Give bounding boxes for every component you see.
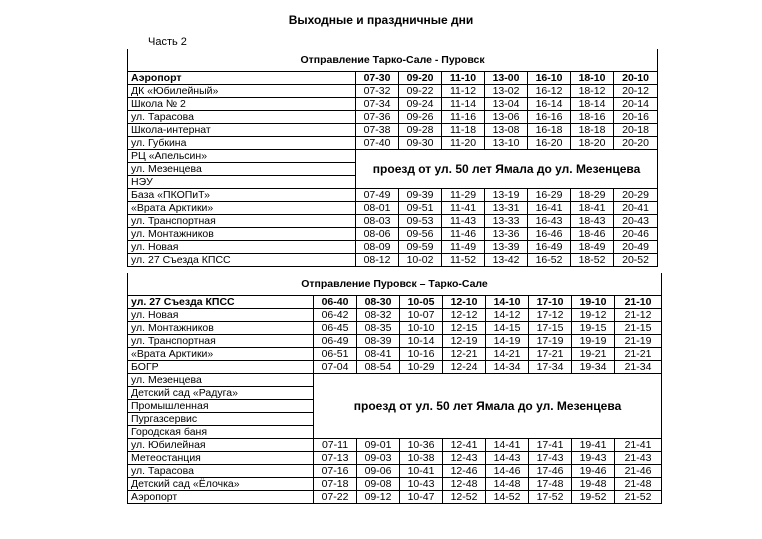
departure-time: 12-46 <box>443 465 486 478</box>
stop-name: ул. Мезенцева <box>128 374 314 387</box>
departure-time: 09-28 <box>399 124 442 137</box>
header-row <box>128 296 662 309</box>
departure-time: 06-42 <box>314 309 357 322</box>
table-row <box>128 452 662 465</box>
departure-time: 09-39 <box>399 189 442 202</box>
departure-time: 13-42 <box>485 254 528 267</box>
departure-time: 09-12 <box>357 491 400 504</box>
departure-time: 14-21 <box>486 348 529 361</box>
table-row <box>128 202 658 215</box>
departure-time: 12-41 <box>443 439 486 452</box>
stop-name: Пургазсервис <box>128 413 314 426</box>
table-row <box>128 111 658 124</box>
stop-name: База «ПКОПиТ» <box>128 189 356 202</box>
stop-name: Аэропорт <box>128 72 356 85</box>
departure-time: 14-46 <box>486 465 529 478</box>
stop-name: НЭУ <box>128 176 356 189</box>
departure-time: 19-41 <box>572 439 615 452</box>
departure-time: 17-48 <box>529 478 572 491</box>
departure-time: 07-40 <box>356 137 399 150</box>
departure-time: 16-14 <box>528 98 571 111</box>
departure-time: 07-22 <box>314 491 357 504</box>
departure-time: 17-10 <box>529 296 572 309</box>
departure-time: 17-12 <box>529 309 572 322</box>
table-row <box>128 228 658 241</box>
departure-time: 18-29 <box>571 189 614 202</box>
table-row <box>128 124 658 137</box>
departure-time: 09-08 <box>357 478 400 491</box>
departure-time: 07-36 <box>356 111 399 124</box>
bypass-note: проезд от ул. 50 лет Ямала до ул. Мезенцева <box>314 374 662 439</box>
departure-time: 20-16 <box>614 111 658 124</box>
departure-time: 14-12 <box>486 309 529 322</box>
departure-time: 10-41 <box>400 465 443 478</box>
departure-time: 20-10 <box>614 72 658 85</box>
departure-time: 11-52 <box>442 254 485 267</box>
departure-time: 21-46 <box>615 465 662 478</box>
departure-time: 12-15 <box>443 322 486 335</box>
departure-time: 18-10 <box>571 72 614 85</box>
departure-time: 18-20 <box>571 137 614 150</box>
departure-time: 08-30 <box>357 296 400 309</box>
table-row <box>128 374 662 387</box>
stop-name: Аэропорт <box>128 491 314 504</box>
departure-time: 11-16 <box>442 111 485 124</box>
departure-time: 19-19 <box>572 335 615 348</box>
departure-time: 20-43 <box>614 215 658 228</box>
departure-time: 18-14 <box>571 98 614 111</box>
departure-time: 20-46 <box>614 228 658 241</box>
departure-time: 17-41 <box>529 439 572 452</box>
departure-time: 16-41 <box>528 202 571 215</box>
bypass-note: проезд от ул. 50 лет Ямала до ул. Мезенцева <box>356 150 658 189</box>
departure-time: 09-56 <box>399 228 442 241</box>
departure-time: 12-10 <box>443 296 486 309</box>
departure-time: 12-52 <box>443 491 486 504</box>
table-row <box>128 150 658 163</box>
part-label: Часть 2 <box>148 36 187 48</box>
departure-time: 13-10 <box>485 137 528 150</box>
stop-name: Школа № 2 <box>128 98 356 111</box>
departure-time: 10-43 <box>400 478 443 491</box>
table-row <box>128 322 662 335</box>
departure-time: 06-51 <box>314 348 357 361</box>
departure-time: 20-29 <box>614 189 658 202</box>
stop-name: ДК «Юбилейный» <box>128 85 356 98</box>
stop-name: ул. Транспортная <box>128 335 314 348</box>
departure-time: 13-39 <box>485 241 528 254</box>
departure-time: 07-16 <box>314 465 357 478</box>
stop-name: «Врата Арктики» <box>128 202 356 215</box>
departure-time: 08-54 <box>357 361 400 374</box>
stop-name: ул. Монтажников <box>128 228 356 241</box>
departure-time: 14-48 <box>486 478 529 491</box>
departure-time: 10-29 <box>400 361 443 374</box>
departure-time: 17-43 <box>529 452 572 465</box>
departure-time: 16-16 <box>528 111 571 124</box>
departure-time: 07-38 <box>356 124 399 137</box>
stop-name: ул. 27 Съезда КПСС <box>128 254 356 267</box>
departure-time: 21-10 <box>615 296 662 309</box>
departure-time: 16-46 <box>528 228 571 241</box>
departure-time: 11-43 <box>442 215 485 228</box>
departure-time: 09-06 <box>357 465 400 478</box>
departure-time: 18-43 <box>571 215 614 228</box>
departure-time: 06-40 <box>314 296 357 309</box>
departure-time: 08-39 <box>357 335 400 348</box>
departure-time: 21-34 <box>615 361 662 374</box>
direction-heading: Отправление Пуровск – Тарко-Сале <box>128 273 662 296</box>
departure-time: 19-48 <box>572 478 615 491</box>
departure-time: 21-48 <box>615 478 662 491</box>
departure-time: 18-52 <box>571 254 614 267</box>
departure-time: 14-34 <box>486 361 529 374</box>
departure-time: 08-32 <box>357 309 400 322</box>
departure-time: 19-12 <box>572 309 615 322</box>
departure-time: 08-06 <box>356 228 399 241</box>
departure-time: 11-41 <box>442 202 485 215</box>
stop-name: ул. Губкина <box>128 137 356 150</box>
table-row <box>128 335 662 348</box>
stop-name: БОГР <box>128 361 314 374</box>
departure-time: 11-29 <box>442 189 485 202</box>
departure-time: 18-49 <box>571 241 614 254</box>
departure-time: 13-33 <box>485 215 528 228</box>
departure-time: 09-30 <box>399 137 442 150</box>
timetable-purovsk-tarko-sale <box>127 273 662 504</box>
departure-time: 18-46 <box>571 228 614 241</box>
departure-time: 17-21 <box>529 348 572 361</box>
departure-time: 07-30 <box>356 72 399 85</box>
table-row <box>128 189 658 202</box>
departure-time: 14-43 <box>486 452 529 465</box>
departure-time: 20-52 <box>614 254 658 267</box>
departure-time: 13-04 <box>485 98 528 111</box>
departure-time: 20-49 <box>614 241 658 254</box>
departure-time: 21-12 <box>615 309 662 322</box>
departure-time: 10-02 <box>399 254 442 267</box>
departure-time: 11-18 <box>442 124 485 137</box>
departure-time: 09-20 <box>399 72 442 85</box>
stop-name: Метеостанция <box>128 452 314 465</box>
departure-time: 08-09 <box>356 241 399 254</box>
departure-time: 12-19 <box>443 335 486 348</box>
departure-time: 16-29 <box>528 189 571 202</box>
departure-time: 11-10 <box>442 72 485 85</box>
departure-time: 21-43 <box>615 452 662 465</box>
departure-time: 17-19 <box>529 335 572 348</box>
stop-name: ул. Тарасова <box>128 111 356 124</box>
departure-time: 09-22 <box>399 85 442 98</box>
table-row <box>128 478 662 491</box>
departure-time: 10-14 <box>400 335 443 348</box>
departure-time: 13-31 <box>485 202 528 215</box>
departure-time: 18-16 <box>571 111 614 124</box>
departure-time: 08-35 <box>357 322 400 335</box>
departure-time: 09-51 <box>399 202 442 215</box>
departure-time: 19-21 <box>572 348 615 361</box>
section-heading-row <box>128 273 662 296</box>
table-row <box>128 361 662 374</box>
table-row <box>128 85 658 98</box>
departure-time: 09-53 <box>399 215 442 228</box>
departure-time: 17-52 <box>529 491 572 504</box>
table-row <box>128 465 662 478</box>
stop-name: ул. Новая <box>128 241 356 254</box>
departure-time: 16-49 <box>528 241 571 254</box>
departure-time: 11-46 <box>442 228 485 241</box>
stop-name: «Врата Арктики» <box>128 348 314 361</box>
stop-name: Промышленная <box>128 400 314 413</box>
departure-time: 13-08 <box>485 124 528 137</box>
departure-time: 13-19 <box>485 189 528 202</box>
departure-time: 21-15 <box>615 322 662 335</box>
departure-time: 19-15 <box>572 322 615 335</box>
stop-name: РЦ «Апельсин» <box>128 150 356 163</box>
departure-time: 12-12 <box>443 309 486 322</box>
departure-time: 09-26 <box>399 111 442 124</box>
departure-time: 12-48 <box>443 478 486 491</box>
stop-name: ул. Тарасова <box>128 465 314 478</box>
stop-name: ул. 27 Съезда КПСС <box>128 296 314 309</box>
stop-name: Городская баня <box>128 426 314 439</box>
departure-time: 16-10 <box>528 72 571 85</box>
departure-time: 16-12 <box>528 85 571 98</box>
departure-time: 14-15 <box>486 322 529 335</box>
stop-name: ул. Юбилейная <box>128 439 314 452</box>
departure-time: 07-49 <box>356 189 399 202</box>
departure-time: 14-19 <box>486 335 529 348</box>
departure-time: 21-21 <box>615 348 662 361</box>
departure-time: 10-10 <box>400 322 443 335</box>
departure-time: 16-43 <box>528 215 571 228</box>
departure-time: 08-12 <box>356 254 399 267</box>
table-row <box>128 137 658 150</box>
stop-name: ул. Транспортная <box>128 215 356 228</box>
stop-name: Детский сад «Ёлочка» <box>128 478 314 491</box>
departure-time: 06-49 <box>314 335 357 348</box>
departure-time: 10-36 <box>400 439 443 452</box>
departure-time: 11-20 <box>442 137 485 150</box>
departure-time: 19-46 <box>572 465 615 478</box>
departure-time: 19-34 <box>572 361 615 374</box>
departure-time: 20-12 <box>614 85 658 98</box>
departure-time: 11-49 <box>442 241 485 254</box>
stop-name: ул. Новая <box>128 309 314 322</box>
departure-time: 06-45 <box>314 322 357 335</box>
direction-heading: Отправление Тарко-Сале - Пуровск <box>128 49 658 72</box>
departure-time: 12-43 <box>443 452 486 465</box>
document-title: Выходные и праздничные дни <box>288 13 474 27</box>
departure-time: 09-01 <box>357 439 400 452</box>
departure-time: 14-41 <box>486 439 529 452</box>
departure-time: 07-13 <box>314 452 357 465</box>
departure-time: 09-03 <box>357 452 400 465</box>
departure-time: 13-00 <box>485 72 528 85</box>
departure-time: 14-10 <box>486 296 529 309</box>
departure-time: 18-18 <box>571 124 614 137</box>
departure-time: 21-19 <box>615 335 662 348</box>
departure-time: 10-38 <box>400 452 443 465</box>
departure-time: 19-52 <box>572 491 615 504</box>
departure-time: 11-12 <box>442 85 485 98</box>
departure-time: 09-59 <box>399 241 442 254</box>
departure-time: 07-32 <box>356 85 399 98</box>
departure-time: 17-15 <box>529 322 572 335</box>
departure-time: 19-10 <box>572 296 615 309</box>
table-row <box>128 439 662 452</box>
departure-time: 07-04 <box>314 361 357 374</box>
departure-time: 07-11 <box>314 439 357 452</box>
departure-time: 07-34 <box>356 98 399 111</box>
stop-name: ул. Мезенцева <box>128 163 356 176</box>
table-row <box>128 309 662 322</box>
departure-time: 18-41 <box>571 202 614 215</box>
stop-name: ул. Монтажников <box>128 322 314 335</box>
departure-time: 11-14 <box>442 98 485 111</box>
departure-time: 09-24 <box>399 98 442 111</box>
departure-time: 20-18 <box>614 124 658 137</box>
departure-time: 18-12 <box>571 85 614 98</box>
departure-time: 08-03 <box>356 215 399 228</box>
departure-time: 20-14 <box>614 98 658 111</box>
stop-name: Детский сад «Радуга» <box>128 387 314 400</box>
departure-time: 17-46 <box>529 465 572 478</box>
departure-time: 21-52 <box>615 491 662 504</box>
section-heading-row <box>128 49 658 72</box>
departure-time: 10-05 <box>400 296 443 309</box>
departure-time: 08-41 <box>357 348 400 361</box>
departure-time: 16-18 <box>528 124 571 137</box>
departure-time: 19-43 <box>572 452 615 465</box>
departure-time: 13-36 <box>485 228 528 241</box>
departure-time: 16-20 <box>528 137 571 150</box>
table-row <box>128 241 658 254</box>
departure-time: 10-47 <box>400 491 443 504</box>
departure-time: 20-41 <box>614 202 658 215</box>
table-row <box>128 215 658 228</box>
departure-time: 17-34 <box>529 361 572 374</box>
stop-name: Школа-интернат <box>128 124 356 137</box>
departure-time: 20-20 <box>614 137 658 150</box>
departure-time: 13-06 <box>485 111 528 124</box>
table-row <box>128 254 658 267</box>
departure-time: 10-16 <box>400 348 443 361</box>
departure-time: 12-21 <box>443 348 486 361</box>
departure-time: 16-52 <box>528 254 571 267</box>
departure-time: 21-41 <box>615 439 662 452</box>
departure-time: 14-52 <box>486 491 529 504</box>
table-row <box>128 491 662 504</box>
departure-time: 08-01 <box>356 202 399 215</box>
departure-time: 07-18 <box>314 478 357 491</box>
departure-time: 13-02 <box>485 85 528 98</box>
departure-time: 12-24 <box>443 361 486 374</box>
departure-time: 10-07 <box>400 309 443 322</box>
header-row <box>128 72 658 85</box>
timetable-tarko-sale-purovsk <box>127 49 658 267</box>
table-row <box>128 348 662 361</box>
table-row <box>128 98 658 111</box>
